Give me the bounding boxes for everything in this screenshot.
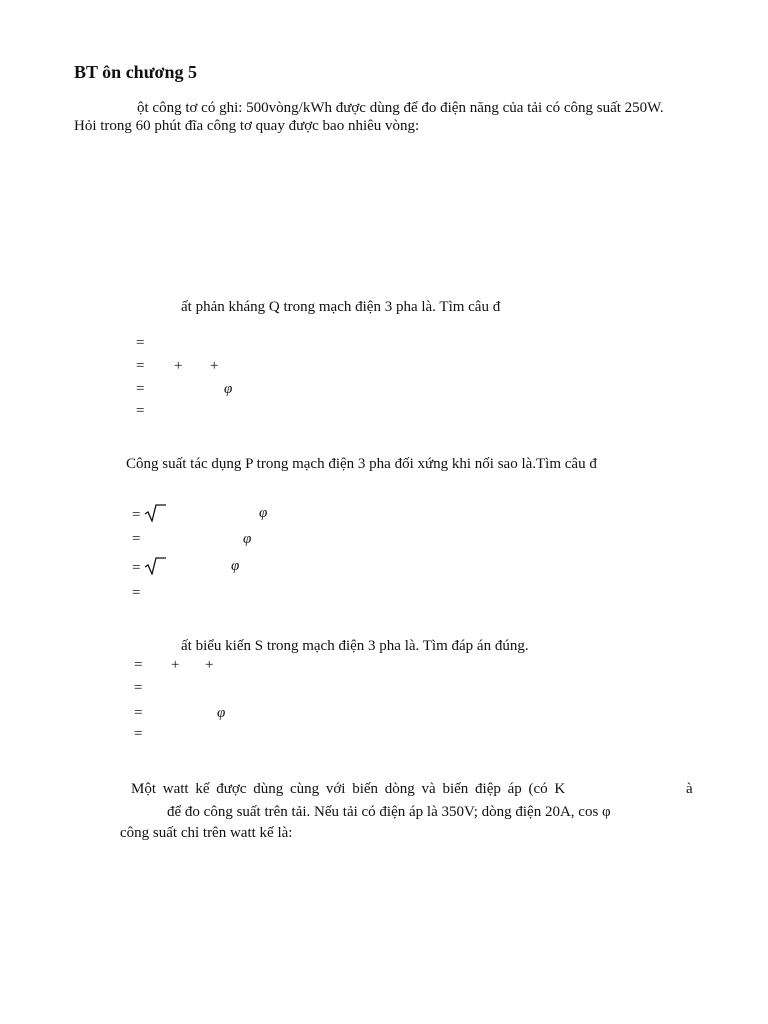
equals-sign: =: [132, 560, 141, 576]
q2-option-c: [136, 380, 233, 398]
plus-sign: +: [210, 358, 219, 374]
q4-option-b: [134, 679, 142, 697]
phi-symbol: φ: [243, 531, 252, 547]
sqrt-icon: [144, 557, 166, 575]
q3-stem: Công suất tác dụng P trong mạch điện 3 pha đối xứng khi nối sao là.Tìm câu đ: [126, 456, 597, 472]
q2-option-b: [136, 357, 219, 375]
equals-sign: =: [136, 358, 145, 374]
q2-option-d: [136, 402, 144, 420]
q4-option-a: [134, 656, 214, 674]
q5-line2: để đo công suất trên tải. Nếu tải có điện áp là 350V; dòng điện 20A, cos φ: [167, 804, 611, 820]
equals-sign: =: [136, 335, 145, 351]
q3-option-c: [132, 557, 240, 577]
phi-symbol: φ: [217, 705, 226, 721]
q5-line1b: à: [686, 781, 693, 797]
q5-line1a: Một watt kế được dùng cùng với biến dòng và biến điệp áp (có K: [131, 781, 566, 797]
q1-line1: ột công tơ có ghi: 500vòng/kWh được dùng để đo điện năng của tải có công suất 250W.: [137, 100, 664, 116]
equals-sign: =: [134, 680, 143, 696]
phi-symbol: φ: [224, 381, 233, 397]
equals-sign: =: [132, 585, 141, 601]
equals-sign: =: [136, 381, 145, 397]
equals-sign: =: [134, 726, 143, 742]
equals-sign: =: [132, 531, 141, 547]
q3-option-b: [132, 530, 252, 548]
plus-sign: +: [205, 657, 214, 673]
phi-symbol: φ: [231, 558, 240, 574]
equals-sign: =: [134, 657, 143, 673]
q4-option-d: [134, 725, 142, 743]
page-title: BT ôn chương 5: [74, 62, 197, 82]
plus-sign: +: [171, 657, 180, 673]
q4-stem: ất biểu kiến S trong mạch điện 3 pha là. Tìm đáp án đúng.: [181, 638, 529, 654]
q2-stem: ất phản kháng Q trong mạch điện 3 pha là. Tìm câu đ: [181, 299, 501, 315]
q3-option-d: [132, 584, 140, 602]
q3-option-a: [132, 504, 268, 524]
equals-sign: =: [132, 507, 141, 523]
q2-option-a: [136, 334, 144, 352]
q5-line3: công suất chỉ trên watt kế là:: [120, 825, 293, 841]
sqrt-icon: [144, 504, 166, 522]
q4-option-c: [134, 704, 226, 722]
plus-sign: +: [174, 358, 183, 374]
phi-symbol: φ: [259, 505, 268, 521]
equals-sign: =: [134, 705, 143, 721]
equals-sign: =: [136, 403, 145, 419]
q1-line2: Hỏi trong 60 phút đĩa công tơ quay được bao nhiêu vòng:: [74, 118, 420, 134]
